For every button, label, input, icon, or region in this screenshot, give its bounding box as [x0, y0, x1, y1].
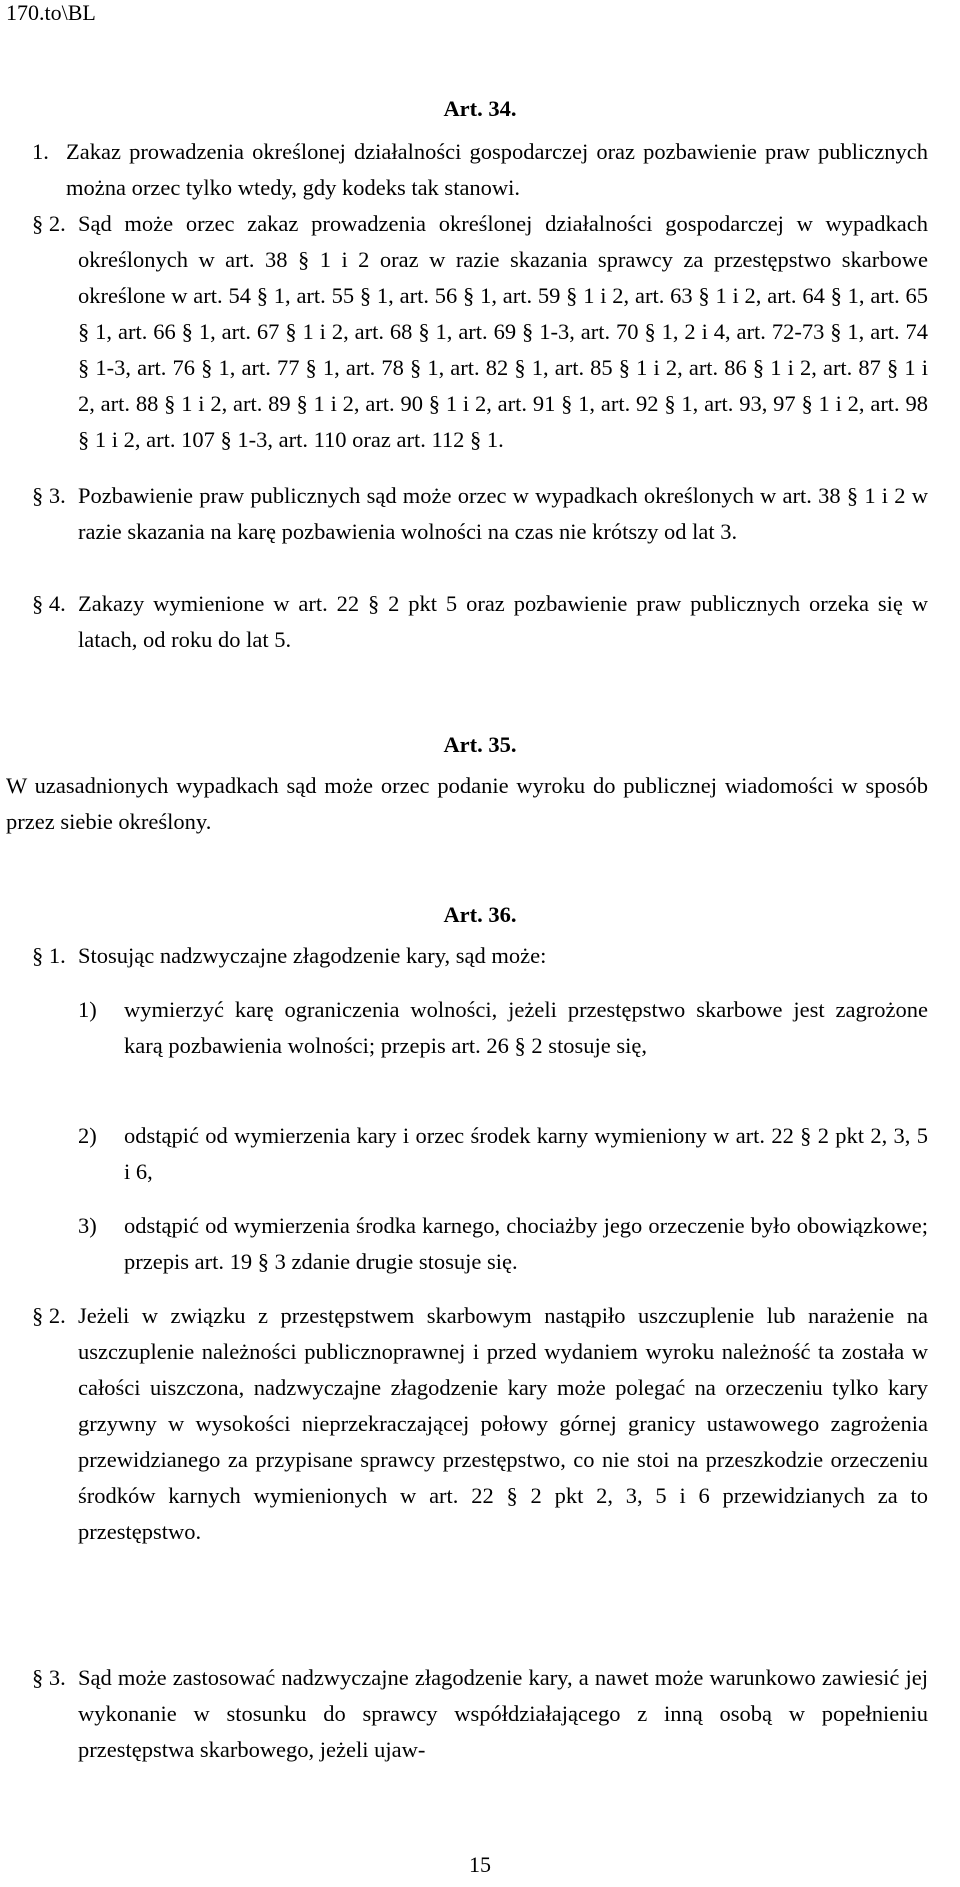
art-35-text: W uzasadnionych wypadkach sąd może orzec podanie wyroku do publicznej wiadomości w sposób przez siebie określony. [6, 773, 928, 834]
art-36-par-2-number: § 2. [32, 1303, 66, 1328]
art-36-item-1-text: wymierzyć karę ograniczenia wolności, jeżeli przestępstwo skarbowe jest zagrożone karą pozbawienia wolności; przepis art. 26 § 2 stosuje się, [124, 997, 928, 1058]
art-36-par-2-text: Jeżeli w związku z przestępstwem skarbowym nastąpiło uszczuplenie lub narażenie na uszczuplenie należności publicznoprawnej i przed wydaniem wyroku należność ta została w całości uiszczona, nadzwyczajne złagodzenie kary może polegać na orzeczeniu tylko kary grzywny w wysokości nieprzekraczającej połowy górnej granicy ustawowego zagrożenia przewidzianego za przypisane sprawcy przestępstwo, co nie stoi na przeszkodzie orzeczeniu środków karnych wymienionych w art. 22 § 2 pkt 2, 3, 5 i 6 przewidzianych za to przestępstwo. [78, 1303, 928, 1544]
art-34-par-1-number: 1. [32, 139, 49, 164]
document-reference: 170.to\BL [6, 0, 96, 25]
art-36-item-2-number: 2) [78, 1123, 97, 1148]
art-36-par-3-text: Sąd może zastosować nadzwyczajne złagodzenie kary, a nawet może warunkowo zawiesić jej wykonanie w stosunku do sprawcy współdziałającego z inną osobą w popełnieniu przestępstwa skarbowego, jeżeli ujaw- [78, 1665, 928, 1762]
art-34-par-1-text: Zakaz prowadzenia określonej działalności gospodarczej oraz pozbawienie praw publicznych można orzec tylko wtedy, gdy kodeks tak stanowi. [66, 139, 928, 200]
art-36-heading: Art. 36. [443, 902, 517, 927]
page-number: 15 [469, 1852, 491, 1877]
art-34-heading: Art. 34. [443, 96, 517, 121]
art-36-item-1-number: 1) [78, 997, 97, 1022]
art-34-par-2-text: Sąd może orzec zakaz prowadzenia określonej działalności gospodarczej w wypadkach określonych w art. 38 § 1 i 2 oraz w razie skazania sprawcy za przestępstwo skarbowe określone w art. 54 § 1, art. 55 § 1, art. 56 § 1, art. 59 § 1 i 2, art. 63 § 1 i 2, art. 64 § 1, art. 65 § 1, art. 66 § 1, art. 67 § 1 i 2, art. 68 § 1, art. 69 § 1-3, art. 70 § 1, 2 i 4, art. 72-73 § 1, art. 74 § 1-3, art. 76 § 1, art. 77 § 1, art. 78 § 1, art. 82 § 1, art. 85 § 1 i 2, art. 86 § 1 i 2, art. 87 § 1 i 2, art. 88 § 1 i 2, art. 89 § 1 i 2, art. 90 § 1 i 2, art. 91 § 1, art. 92 § 1, art. 93, 97 § 1 i 2, art. 98 § 1 i 2, art. 107 § 1-3, art. 110 oraz art. 112 § 1. [78, 211, 928, 452]
art-34-par-3-number: § 3. [32, 483, 66, 508]
art-34-par-4-text: Zakazy wymienione w art. 22 § 2 pkt 5 oraz pozbawienie praw publicznych orzeka się w latach, od roku do lat 5. [78, 591, 928, 652]
art-36-item-3-number: 3) [78, 1213, 97, 1238]
art-35-heading: Art. 35. [443, 732, 517, 757]
art-34-par-2-number: § 2. [32, 211, 66, 236]
art-36-item-2-text: odstąpić od wymierzenia kary i orzec środek karny wymieniony w art. 22 § 2 pkt 2, 3, 5 i 6, [124, 1123, 928, 1184]
art-36-par-3-number: § 3. [32, 1665, 66, 1690]
art-36-par-1-text: Stosując nadzwyczajne złagodzenie kary, sąd może: [78, 943, 547, 968]
art-34-par-4-number: § 4. [32, 591, 66, 616]
art-34-par-3-text: Pozbawienie praw publicznych sąd może orzec w wypadkach określonych w art. 38 § 1 i 2 w razie skazania na karę pozbawienia wolności na czas nie krótszy od lat 3. [78, 483, 928, 544]
art-36-item-3-text: odstąpić od wymierzenia środka karnego, chociażby jego orzeczenie było obowiązkowe; przepis art. 19 § 3 zdanie drugie stosuje się. [124, 1213, 928, 1274]
art-36-par-1-number: § 1. [32, 943, 66, 968]
